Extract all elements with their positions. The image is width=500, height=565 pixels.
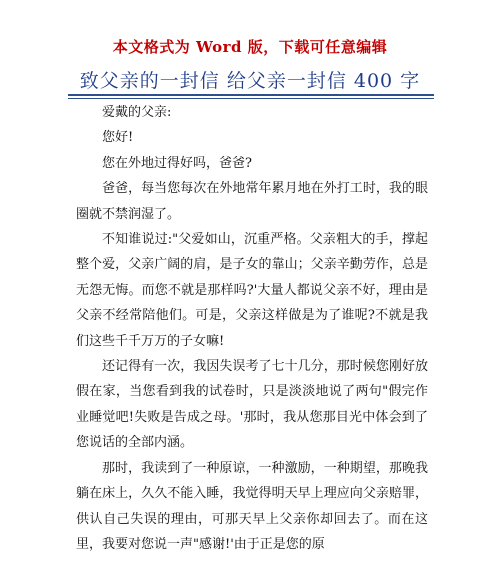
letter-paragraph: 爱戴的父亲: (102, 105, 172, 120)
letter-paragraph: 还记得有一次，我因失误考了七十几分，那时候您刚好放假在家，当您看到我的试卷时，只是淡淡地说了两句"假完作业睡觉吧!失败是告成之母。'那时，我从您那目光中体会到了您说话的全部内涵。 (76, 359, 428, 451)
letter-body (76, 100, 428, 557)
letter-paragraph: 不知谁说过:"父爱如山，沉重严格。父亲粗大的手，撑起整个爱，父亲广阔的肩，是子女的靠山；父亲辛勤劳作，总是无怨无悔。而您不就是那样吗?'大量人都说父亲不好，理由是父亲不经常陪他们。可是，父亲这样做是为了谁呢?不就是我们这些千千万万的子女嘛! (76, 232, 428, 349)
document-title: 致父亲的一封信 给父亲一封信 400 字 (79, 70, 421, 92)
format-banner: 本文格式为 Word 版，下载可任意编辑 (112, 38, 388, 56)
letter-paragraph: 您好! (102, 130, 134, 146)
letter-paragraph: 那时，我读到了一种原谅，一种激励，一种期望，那晚我躺在床上，久久不能入睡，我觉得明天早上理应向父亲赔罪，供认自己失误的理由，可那天早上父亲你却回去了。而在这里，我要对您说一声"感谢!'由于正是您的原 (76, 460, 428, 552)
title-rule-thin (68, 98, 434, 99)
letter-paragraph: 您在外地过得好吗，爸爸? (102, 155, 252, 171)
letter-paragraph: 爸爸，每当您每次在外地常年累月地在外打工时，我的眼圈就不禁润湿了。 (76, 181, 428, 222)
title-rule-thick (68, 94, 434, 96)
